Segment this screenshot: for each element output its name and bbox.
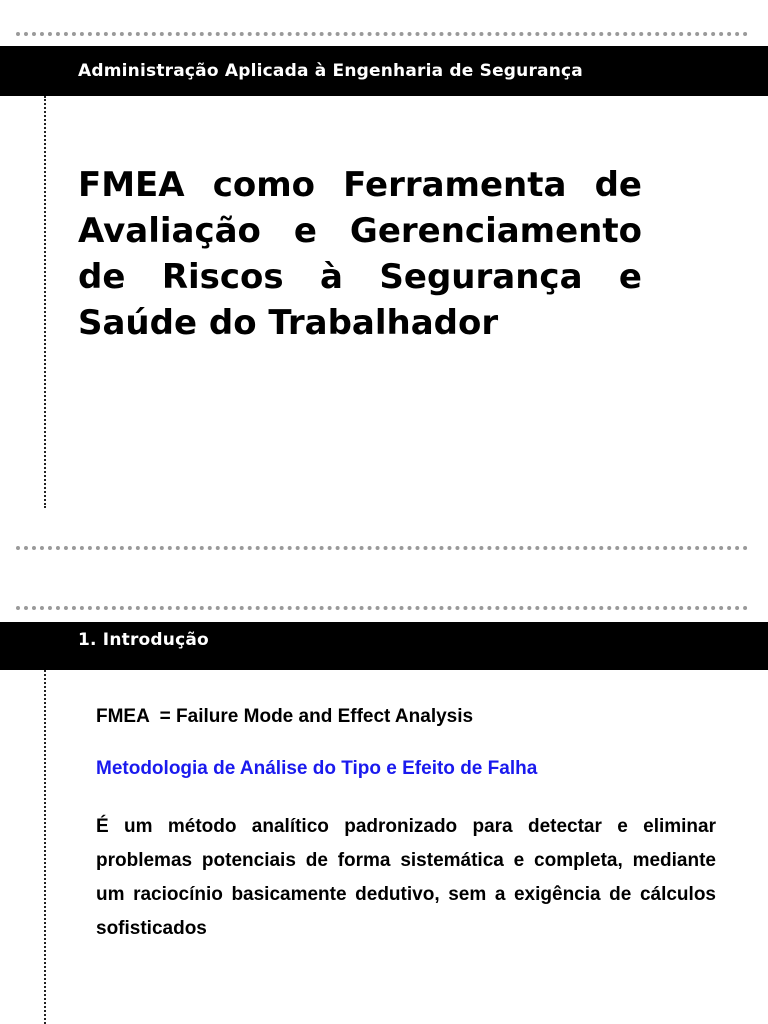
slide2-top-dotted-rule: [16, 606, 748, 610]
slide1-header-text: Administração Aplicada à Engenharia de Segurança: [78, 61, 583, 81]
slide2-header-band: [0, 622, 768, 670]
slide1-left-dotted-rule: [44, 96, 46, 508]
method-description: É um método analítico padronizado para detectar e eliminar problemas potenciais de forma sistemática e completa, mediante um raciocínio basicamente dedutivo, sem a exigência de cálculos sofisticados: [96, 816, 716, 939]
slide1-header-band: [0, 46, 768, 96]
slide2-left-dotted-rule: [44, 670, 46, 1024]
top-dotted-rule: [16, 32, 748, 36]
slide1-title: FMEA como Ferramenta de Avaliação e Gerenciamento de Riscos à Segurança e Saúde do Trabalhador: [78, 165, 642, 343]
fmea-definition: FMEA = Failure Mode and Effect Analysis: [96, 706, 474, 727]
methodology-subtitle: Metodologia de Análise do Tipo e Efeito de Falha: [96, 758, 538, 779]
slide1-bottom-dotted-rule: [16, 546, 748, 550]
slide2-header-text: 1. Introdução: [78, 630, 209, 650]
